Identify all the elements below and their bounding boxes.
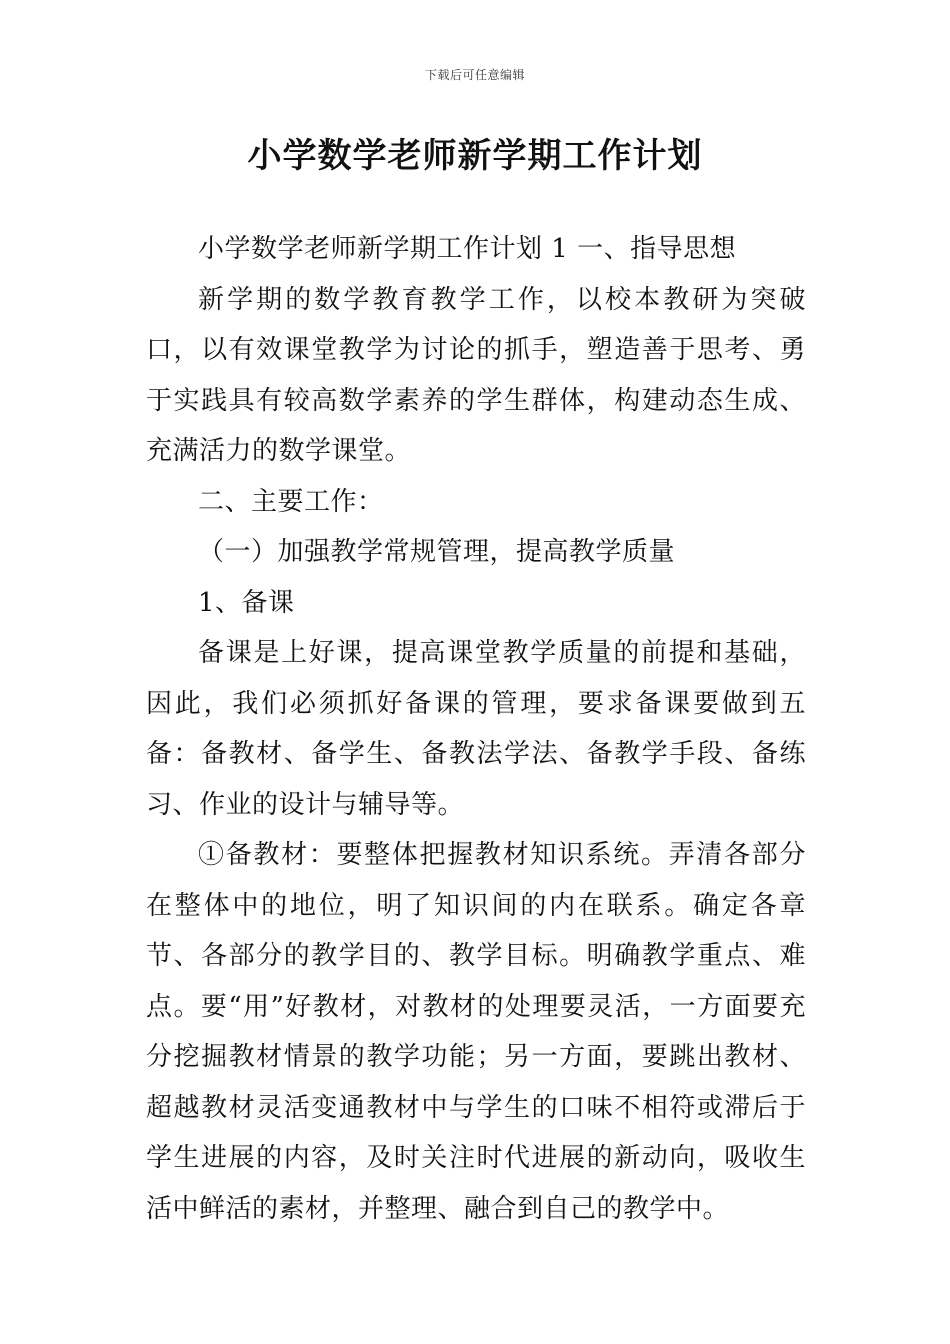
paragraph-section-one-heading: （一）加强教学常规管理，提高教学质量 — [198, 537, 676, 567]
paragraph-lesson-prep: 备课是上好课，提高课堂教学质量的前提和基础，因此，我们必须抓好备课的管理，要求备课要做到五备：备教材、备学生、备教法学法、备教学手段、备练习、作业的设计与辅导等。 — [146, 638, 806, 820]
document-body — [146, 224, 806, 1234]
paragraph-lesson-prep-heading: 1、备课 — [198, 587, 295, 618]
document-title: 小学数学老师新学期工作计划 — [247, 136, 703, 176]
paragraph-main-work-heading: 二、主要工作： — [198, 486, 384, 517]
header-note: 下载后可任意编辑 — [424, 68, 525, 82]
paragraph-guiding-thought: 新学期的数学教育教学工作，以校本教研为突破口，以有效课堂教学为讨论的抓手，塑造善于思考、勇于实践具有较高数学素养的学生群体，构建动态生成、充满活力的数学课堂。 — [146, 284, 806, 466]
paragraph-intro-heading: 小学数学老师新学期工作计划 1 一、指导思想 — [198, 234, 737, 264]
paragraph-textbook-prep: ①备教材：要整体把握教材知识系统。弄清各部分在整体中的地位，明了知识间的内在联系。确定各章节、各部分的教学目的、教学目标。明确教学重点、难点。要“用”好教材，对教材的处理要灵活，一方面要充分挖掘教材情景的教学功能；另一方面，要跳出教材、超越教材灵活变通教材中与学生的口味不相符或滞后于学生进展的内容，及时关注时代进展的新动向，吸收生活中鲜活的素材，并整理、融合到自己的教学中。 — [146, 840, 806, 1224]
